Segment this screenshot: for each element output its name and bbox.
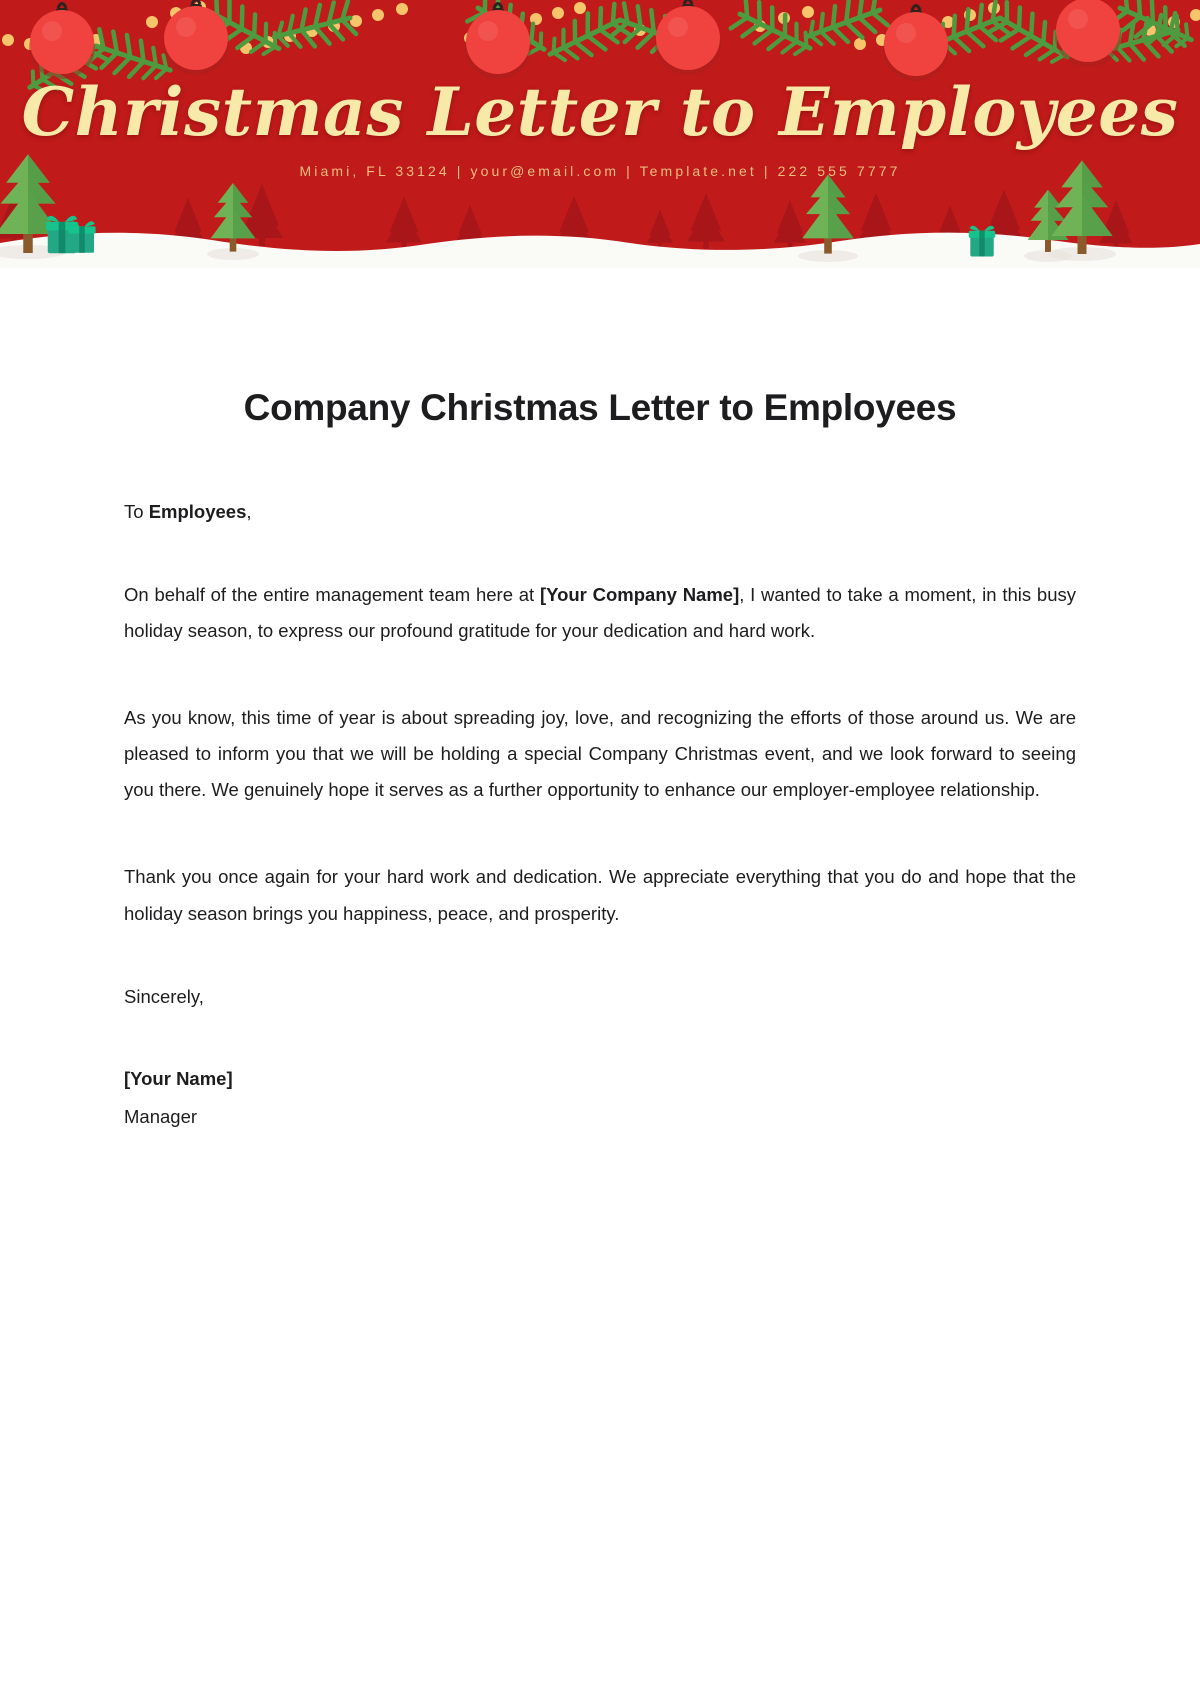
paragraph-3: Thank you once again for your hard work and dedication. We appreciate everything that you do and hope that the holiday season brings you happiness, peace, and prosperity. [124,866,1076,924]
header-contact-line: Miami, FL 33124 | your@email.com | Template.net | 222 555 7777 [299,163,901,180]
salutation-prefix: To [124,501,149,523]
salutation-suffix: , [246,501,252,523]
paragraph-1 [124,526,1076,649]
header-banner [0,0,1200,268]
letter-body [0,268,1200,1132]
header-decoration-artwork [0,0,1200,268]
signature-role: Manager [124,1105,198,1127]
header-script-title: Christmas Letter to Employees [21,73,1179,151]
salutation-recipient: Employees [148,501,247,523]
closing-line: Sincerely, [124,985,204,1007]
signature-name: [Your Name] [124,1068,233,1090]
paragraph-1-part-2: , I wanted to take a moment, in this busy holiday season, to express our profound gratitude for your dedication and hard work. [124,584,1076,642]
page-title: Company Christmas Letter to Employees [243,387,957,428]
company-name-placeholder: [Your Company Name] [539,584,740,606]
paragraph-2: As you know, this time of year is about spreading joy, love, and recognizing the efforts of those around us. We are pleased to inform you that we will be holding a special Company Christmas event, and we look forward to seeing you there. We genuinely hope it serves as a further opportunity to enhance our employer-employee relationship. [124,707,1076,801]
salutation [124,430,1076,526]
paragraph-1-part-1: On behalf of the entire management team here at [124,584,540,606]
